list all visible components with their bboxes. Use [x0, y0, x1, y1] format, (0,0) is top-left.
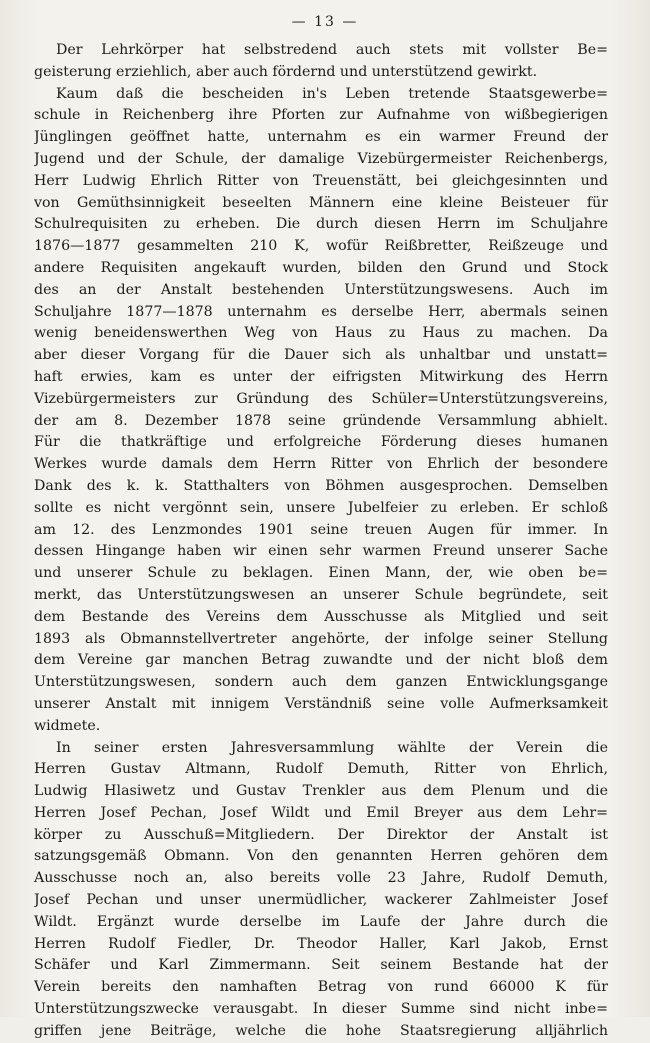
text-line: haft erwies, kam es unter der eifrigsten Mitwirkung des Herrn [34, 368, 608, 385]
text-line: Unterstützungswesen, sondern auch dem ganzen Entwicklungsgange [34, 674, 608, 691]
text-line: wenig beneidenswerthen Weg von Haus zu Haus zu machen. Da [34, 325, 608, 342]
body-text [34, 40, 608, 1043]
text-line: körper zu Ausschuß=Mitgliedern. Der Direktor der Anstalt ist [34, 826, 608, 843]
text-line: dem Vereine gar manchen Betrag zuwandte und der nicht bloß dem [34, 652, 608, 669]
text-line: aber dieser Vorgang für die Dauer sich als unhaltbar und unstatt= [34, 347, 608, 364]
text-line: dem Bestande des Vereins dem Ausschusse als Mitglied und seit [34, 608, 608, 625]
text-line: Verein bereits den namhaften Betrag von rund 66000 K für [34, 979, 608, 996]
text-line: Schulrequisiten zu erheben. Die durch diesen Herrn im Schuljahre [34, 216, 608, 233]
text-line: Der Lehrkörper hat selbstredend auch stets mit vollster Be= [56, 42, 608, 58]
text-line: Kaum daß die bescheiden in's Leben tretende Staatsgewerbe= [56, 85, 608, 102]
text-line: satzungsgemäß Obmann. Von den genannten Herren gehören dem [34, 848, 608, 865]
text-line: 1893 als Obmannstellvertreter angehörte, der infolge seiner Stellung [34, 630, 608, 647]
text-line: Josef Pechan und unser unermüdlicher, wackerer Zahlmeister Josef [34, 892, 608, 909]
text-line: Ausschusse noch an, also bereits volle 23 Jahre, Rudolf Demuth, [34, 870, 608, 887]
text-line: Dank des k. k. Statthalters von Böhmen ausgesprochen. Demselben [34, 477, 608, 494]
text-line: unserer Anstalt mit innigem Verständniß seine volle Aufmerksamkeit [34, 695, 608, 712]
text-line: Herren Gustav Altmann, Rudolf Demuth, Ritter von Ehrlich, [34, 761, 608, 778]
text-line: Wildt. Ergänzt wurde derselbe im Laufe der Jahre durch die [34, 913, 608, 930]
text-line: geisterung erziehlich, aber auch fördernd und unterstützend gewirkt. [34, 63, 538, 80]
text-line: Herr Ludwig Ehrlich Ritter von Treuenstätt, bei gleichgesinnten und [34, 172, 608, 189]
text-line: Herren Josef Pechan, Josef Wildt und Emil Breyer aus dem Lehr= [34, 804, 608, 821]
text-line: am 12. des Lenzmondes 1901 seine treuen Augen für immer. In [34, 521, 608, 538]
text-line: griffen jene Beiträge, welche die hohe Staatsregierung alljährlich [34, 1022, 608, 1039]
text-line: schule in Reichenberg ihre Pforten zur Aufnahme von wißbegierigen [34, 107, 608, 124]
text-line: Jünglingen geöffnet hatte, unternahm es ein warmer Freund der [34, 129, 608, 146]
text-line: und unserer Schule zu beklagen. Einen Mann, der, wie oben be= [34, 565, 608, 582]
text-line: Vizebürgermeisters zur Gründung des Schüler=Unterstützungsvereins, [34, 390, 608, 407]
text-line: der am 8. Dezember 1878 seine gründende Versammlung abhielt. [34, 412, 608, 429]
text-line: Schuljahre 1877—1878 unternahm es derselbe Herr, abermals seinen [34, 303, 608, 320]
text-line: Ludwig Hlasiwetz und Gustav Trenkler aus dem Plenum und die [34, 783, 608, 800]
text-line: Für die thatkräftige und erfolgreiche Förderung dieses humanen [34, 434, 608, 451]
text-line: merkt, das Unterstützungswesen an unserer Schule begründete, seit [34, 586, 608, 603]
text-line: sollte es nicht vergönnt sein, unsere Jubelfeier zu erleben. Er schloß [34, 499, 608, 516]
text-line: Schäfer und Karl Zimmermann. Seit seinem Bestande hat der [34, 957, 608, 974]
text-line: andere Requisiten angekauft wurden, bilden den Grund und Stock [34, 259, 608, 276]
text-line: 1876—1877 gesammelten 210 K, wofür Reißbretter, Reißzeuge und [34, 238, 608, 255]
text-line: Werkes wurde damals dem Herrn Ritter von Ehrlich der besondere [34, 456, 608, 473]
text-line: des an der Anstalt bestehenden Unterstützungswesens. Auch im [34, 281, 608, 298]
text-line: von Gemüthsinnigkeit beseelten Männern eine kleine Beisteuer für [34, 194, 608, 211]
text-line: widmete. [34, 717, 101, 734]
text-line: In seiner ersten Jahresversammlung wählte der Verein die [56, 739, 608, 756]
text-line: dessen Hingange haben wir einen sehr warmen Freund unserer Sache [34, 543, 608, 560]
text-line: Jugend und der Schule, der damalige Vizebürgermeister Reichenbergs, [34, 150, 608, 167]
page-number: — 13 — [291, 14, 359, 30]
text-line: Herren Rudolf Fiedler, Dr. Theodor Haller, Karl Jakob, Ernst [34, 935, 608, 952]
text-line: Unterstützungszwecke verausgabt. In dieser Summe sind nicht inbe= [34, 1001, 608, 1018]
